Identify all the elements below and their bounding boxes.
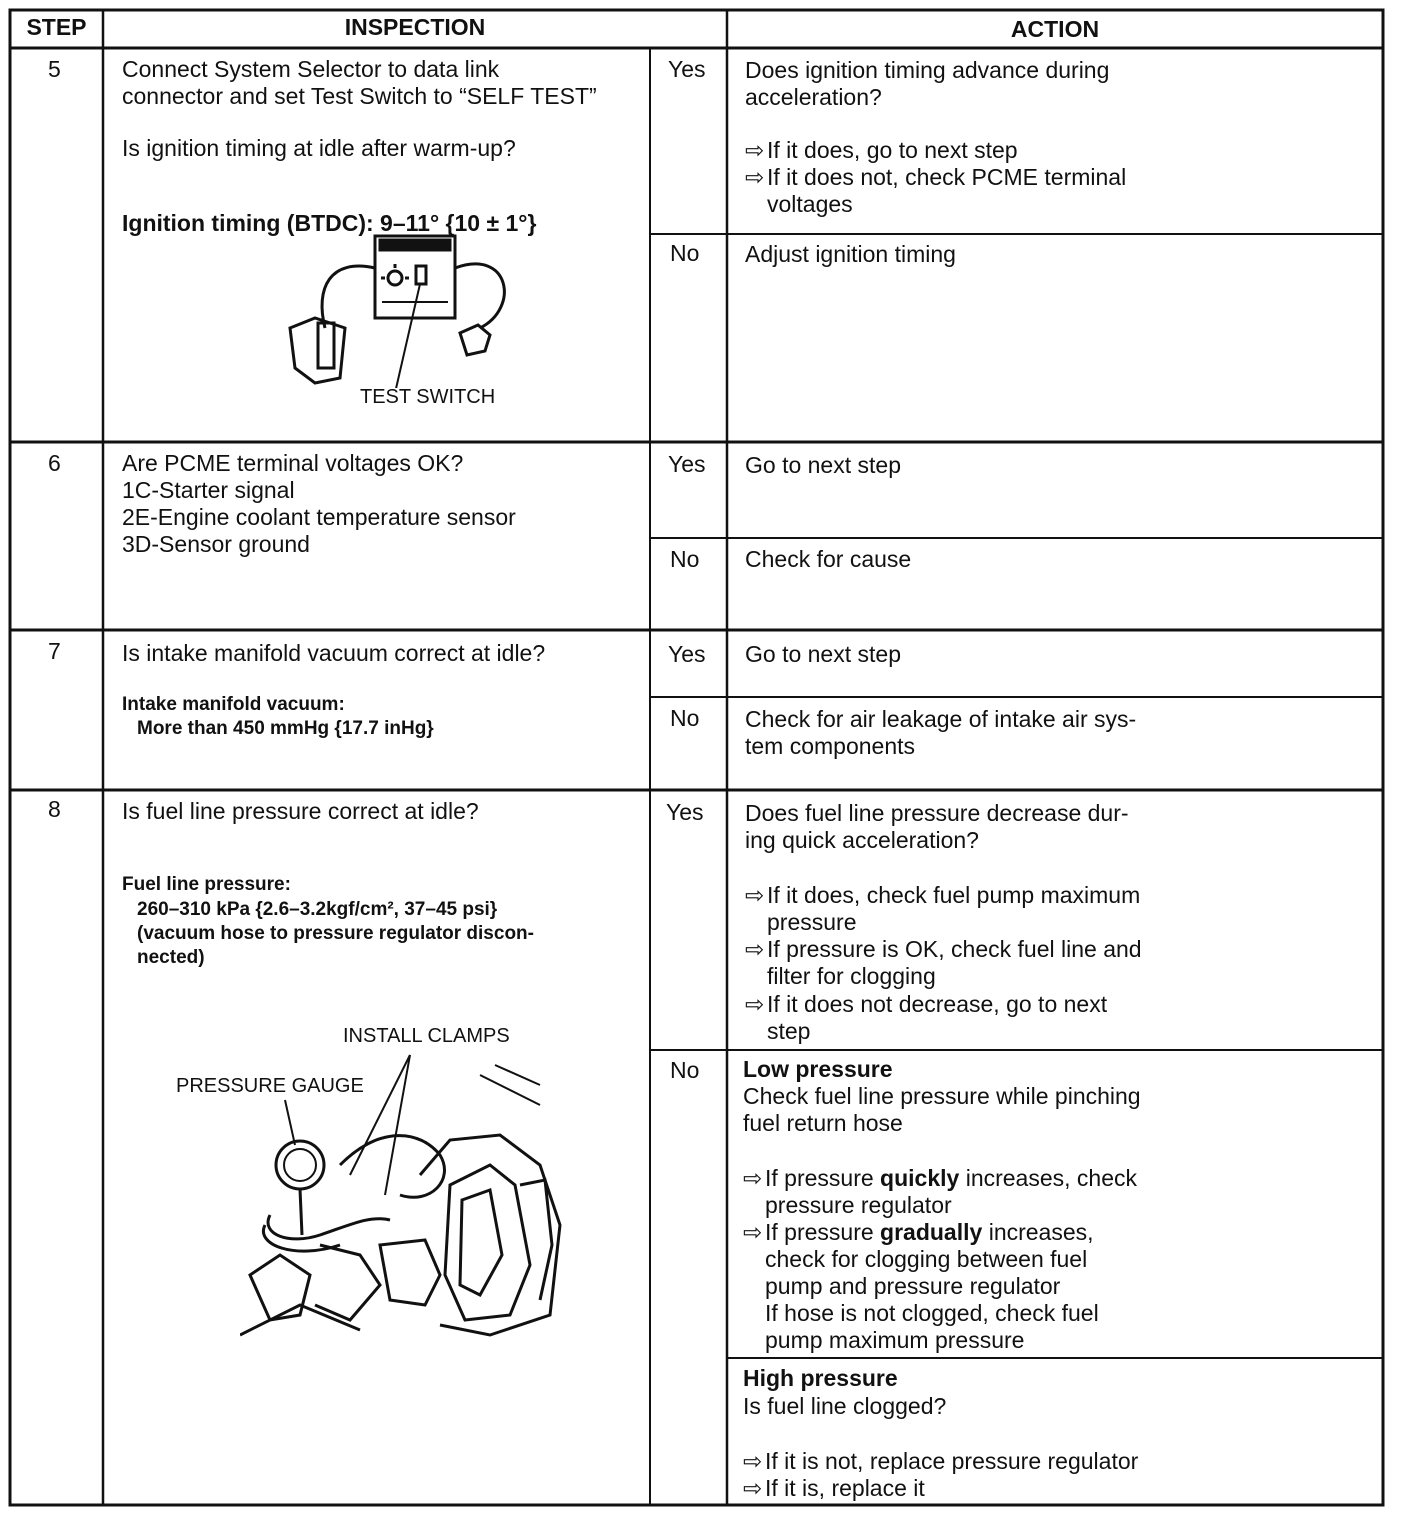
- step-5-instruction-1: Connect System Selector to data link: [122, 56, 500, 82]
- step-6-no-label: No: [670, 546, 700, 572]
- step-5-spec: Ignition timing (BTDC): 9–11° {10 ± 1°}: [122, 210, 537, 236]
- step-8-yes-bullet-2: ⇨ If pressure is OK, check fuel line and: [745, 936, 1142, 962]
- step-8-yes-bullet-2-cont: filter for clogging: [767, 963, 936, 989]
- step-8-question: Is fuel line pressure correct at idle?: [122, 798, 479, 824]
- step-8-yes-label: Yes: [666, 799, 704, 825]
- step-5-yes-question-1: Does ignition timing advance during: [745, 57, 1110, 83]
- step-8-yes-bullet-1: ⇨ If it does, check fuel pump maximum: [745, 882, 1141, 908]
- high-bullet-1: ⇨ If it is not, replace pressure regulator: [743, 1448, 1139, 1474]
- low-gradually-line-5: pump maximum pressure: [765, 1327, 1025, 1353]
- low-gradually-line-3: pump and pressure regulator: [765, 1273, 1061, 1299]
- step-6-item-1: 1C-Starter signal: [122, 477, 295, 503]
- pressure-gauge-label: PRESSURE GAUGE: [176, 1075, 364, 1097]
- system-selector-illustration: [270, 228, 530, 388]
- step-7-spec-label: Intake manifold vacuum:: [122, 694, 345, 715]
- step-7-no-action-2: tem components: [745, 733, 916, 759]
- high-pressure-question: Is fuel line clogged?: [743, 1393, 947, 1419]
- step-5-question: Is ignition timing at idle after warm-up?: [122, 135, 516, 161]
- step-8-spec-line-2: (vacuum hose to pressure regulator discon-: [137, 923, 534, 944]
- arrow-icon: ⇨: [745, 137, 765, 163]
- step-7-question: Is intake manifold vacuum correct at idle?: [122, 640, 546, 666]
- step-8-yes-bullet-3-cont: step: [767, 1018, 811, 1044]
- header-action: ACTION: [1010, 16, 1100, 42]
- step-7-no-label: No: [670, 705, 700, 731]
- step-5-yes-bullet-2: ⇨ If it does not, check PCME terminal: [745, 164, 1127, 190]
- arrow-icon: ⇨: [743, 1475, 763, 1501]
- step-8-no-label: No: [670, 1057, 700, 1083]
- step-8-spec-line-3: nected): [137, 947, 205, 968]
- step-6-item-3: 3D-Sensor ground: [122, 531, 310, 557]
- arrow-icon: ⇨: [743, 1165, 763, 1191]
- step-5-no-action: Adjust ignition timing: [745, 241, 956, 267]
- step-8-yes-question-2: ing quick acceleration?: [745, 827, 979, 853]
- step-5-number: 5: [48, 56, 61, 82]
- step-5-yes-bullet-2-cont: voltages: [767, 191, 853, 217]
- low-gradually-bullet: ⇨ If pressure gradually increases,: [743, 1219, 1094, 1245]
- step-7-no-action-1: Check for air leakage of intake air sys-: [745, 706, 1137, 732]
- header-step: STEP: [26, 14, 87, 40]
- step-8-yes-question-1: Does fuel line pressure decrease dur-: [745, 800, 1129, 826]
- step-8-spec-line-1: 260–310 kPa {2.6–3.2kgf/cm², 37–45 psi}: [137, 899, 498, 920]
- low-gradually-line-4: If hose is not clogged, check fuel: [765, 1300, 1099, 1326]
- arrow-icon: ⇨: [745, 882, 765, 908]
- low-gradually-line-2: check for clogging between fuel: [765, 1246, 1088, 1272]
- install-clamps-label: INSTALL CLAMPS: [343, 1025, 510, 1047]
- test-switch-label: TEST SWITCH: [360, 386, 496, 408]
- fuel-pressure-gauge-illustration: [240, 1045, 570, 1345]
- step-7-yes-action: Go to next step: [745, 641, 901, 667]
- step-7-spec-value: More than 450 mmHg {17.7 inHg}: [137, 718, 434, 739]
- step-6-item-2: 2E-Engine coolant temperature sensor: [122, 504, 516, 530]
- arrow-icon: ⇨: [745, 936, 765, 962]
- step-5-no-label: No: [670, 240, 700, 266]
- step-8-yes-bullet-1-cont: pressure: [767, 909, 857, 935]
- step-5-yes-bullet-1: ⇨ If it does, go to next step: [745, 137, 1018, 163]
- high-bullet-2: ⇨ If it is, replace it: [743, 1475, 925, 1501]
- low-pressure-title: Low pressure: [743, 1056, 893, 1082]
- step-8-number: 8: [48, 796, 61, 822]
- step-6-yes-label: Yes: [668, 451, 706, 477]
- step-5-yes-question-2: acceleration?: [745, 84, 882, 110]
- low-quickly-cont: pressure regulator: [765, 1192, 952, 1218]
- low-quickly-bullet: ⇨ If pressure quickly increases, check: [743, 1165, 1138, 1191]
- step-6-number: 6: [48, 450, 61, 476]
- step-7-yes-label: Yes: [668, 641, 706, 667]
- header-inspection: INSPECTION: [344, 14, 486, 40]
- low-pressure-line-1: Check fuel line pressure while pinching: [743, 1083, 1141, 1109]
- step-8-yes-bullet-3: ⇨ If it does not decrease, go to next: [745, 991, 1108, 1017]
- step-7-number: 7: [48, 638, 61, 664]
- arrow-icon: ⇨: [745, 164, 765, 190]
- arrow-icon: ⇨: [743, 1219, 763, 1245]
- low-pressure-line-2: fuel return hose: [743, 1110, 903, 1136]
- step-6-question: Are PCME terminal voltages OK?: [122, 450, 464, 476]
- step-6-no-action: Check for cause: [745, 546, 912, 572]
- arrow-icon: ⇨: [745, 991, 765, 1017]
- high-pressure-title: High pressure: [743, 1365, 898, 1391]
- step-5-instruction-2: connector and set Test Switch to “SELF TEST”: [122, 83, 597, 109]
- arrow-icon: ⇨: [743, 1448, 763, 1474]
- step-8-spec-label: Fuel line pressure:: [122, 874, 291, 895]
- step-6-yes-action: Go to next step: [745, 452, 901, 478]
- step-5-yes-label: Yes: [668, 56, 706, 82]
